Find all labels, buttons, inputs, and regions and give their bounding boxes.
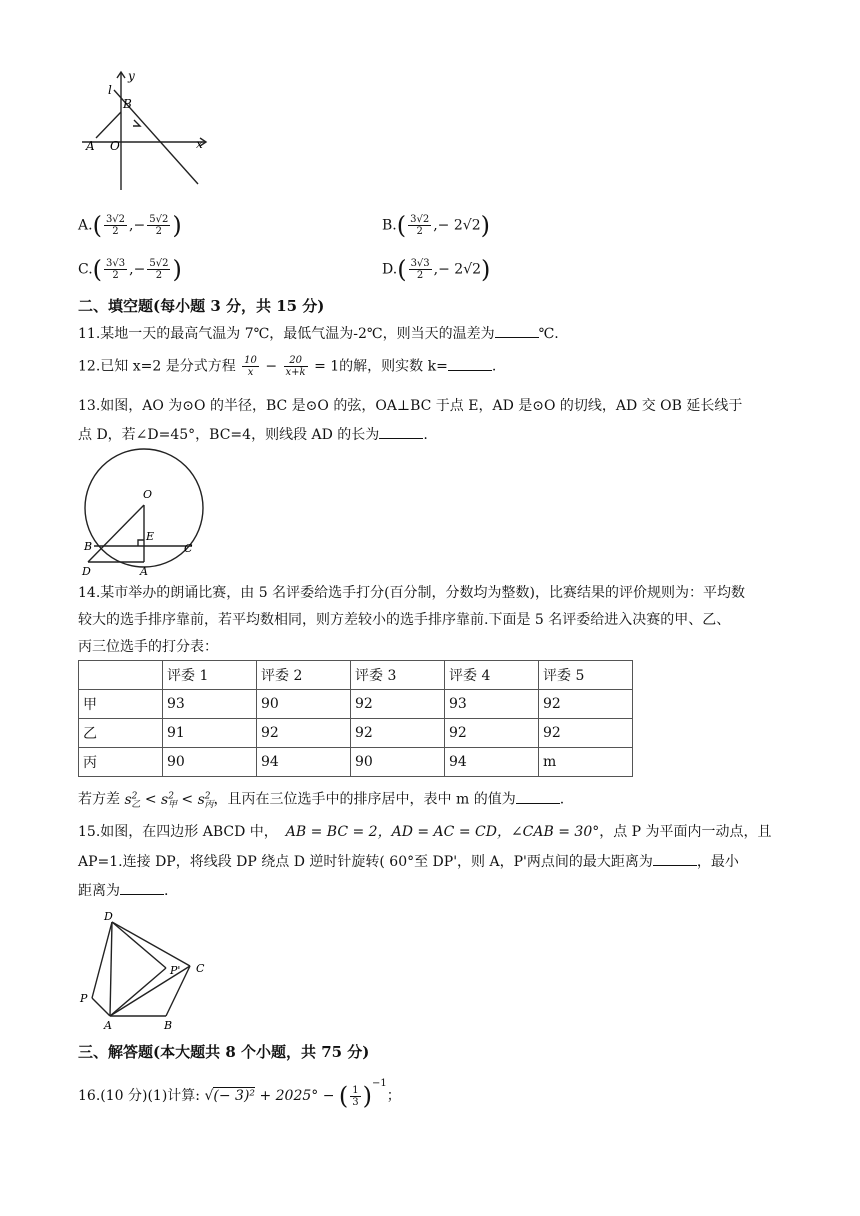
q15-text-b: ，点 P 为平面内一动点，且 xyxy=(599,824,772,840)
q16-text: 16.(10 分)(1)计算: xyxy=(78,1088,201,1104)
table-cell: 93 xyxy=(163,690,257,719)
fig15-label-P-prime: P' xyxy=(170,964,181,977)
fig13-label-O: O xyxy=(143,488,153,501)
table-cell: 94 xyxy=(257,748,351,777)
table-cell: 92 xyxy=(539,690,633,719)
q15-figure xyxy=(78,908,218,1033)
table-cell: 92 xyxy=(445,719,539,748)
fig15-label-P: P xyxy=(80,992,88,1005)
fig13-label-E: E xyxy=(146,530,155,543)
variance-yi: $s^2_乙$ xyxy=(124,791,141,811)
q15-blank-max[interactable] xyxy=(653,851,697,866)
table-header-row xyxy=(79,661,633,690)
q12-text-b: 的解，则实数 k= xyxy=(339,358,448,375)
fig10-label-B: B xyxy=(123,97,132,111)
option-A-sep: ,− xyxy=(129,217,146,234)
table-cell: 92 xyxy=(539,719,633,748)
section2-heading: 二、填空题(每小题 3 分，共 15 分) xyxy=(78,297,325,315)
option-B-frac1: $\frac{3√2}{2}$ xyxy=(410,214,430,237)
q15-math: AB = BC = 2，AD = AC = CD，∠CAB = 30° xyxy=(285,824,600,840)
q13-line2-text: 点 D，若∠D=45°，BC=4，则线段 AD 的长为 xyxy=(78,427,380,443)
fig13-label-D: D xyxy=(82,565,91,578)
q13-line2 xyxy=(78,424,428,445)
table-header-cell: 评委 3 xyxy=(351,661,445,690)
sqrt-symbol: √ xyxy=(204,1088,214,1104)
variance-bing: $s^2_丙$ xyxy=(197,791,214,811)
table-header-cell: 评委 2 xyxy=(257,661,351,690)
option-D-tail: ,− 2√2 xyxy=(433,261,482,278)
q15-line2 xyxy=(78,851,739,872)
table-cell: m xyxy=(539,748,633,777)
q15-end: . xyxy=(164,883,169,899)
table-cell: 93 xyxy=(445,690,539,719)
q14-cond-prefix: 若方差 xyxy=(78,791,120,808)
table-cell: 92 xyxy=(351,719,445,748)
table-row xyxy=(79,748,633,777)
question-11 xyxy=(78,323,559,344)
q14-blank[interactable] xyxy=(516,789,560,804)
table-cell: 92 xyxy=(257,719,351,748)
q16-plus-term: + 2025° − xyxy=(259,1088,335,1104)
table-cell: 乙 xyxy=(79,719,163,748)
q13-figure xyxy=(78,448,218,578)
q15-blank-min[interactable] xyxy=(120,880,164,895)
q14-line3: 丙三位选手的打分表： xyxy=(78,639,218,655)
fig10-label-O: O xyxy=(110,139,120,153)
section3-heading: 三、解答题(本大题共 8 个小题，共 75 分) xyxy=(78,1043,370,1061)
q12-frac2: $\frac{20}{x+k}$ xyxy=(285,355,306,378)
q13-line1: 13.如图，AO 为⊙O 的半径，BC 是⊙O 的弦，OA⊥BC 于点 E，AD 是⊙O 的切线，AD 交 OB 延长线于 xyxy=(78,398,743,414)
table-cell: 90 xyxy=(351,748,445,777)
table-cell: 90 xyxy=(163,748,257,777)
q12-minus: − xyxy=(265,358,278,375)
q15-line1 xyxy=(78,822,772,842)
q12-text-a: 12.已知 x=2 是分式方程 xyxy=(78,358,236,375)
q15-line2-text: AP=1.连接 DP，将线段 DP 绕点 D 逆时针旋转( 60°至 DP'，则 A，P'两点间的最大距离为 xyxy=(78,854,653,870)
fig15-label-D: D xyxy=(104,910,113,923)
option-C-prefix: C. xyxy=(78,261,93,278)
q12-end: . xyxy=(491,358,497,375)
q14-line1: 14.某市举办的朗诵比赛，由 5 名评委给选手打分(百分制，分数均为整数)，比赛结果的评价规则为：平均数 xyxy=(78,585,745,601)
option-B-tail: ,− 2√2 xyxy=(433,217,481,234)
table-header-cell: 评委 4 xyxy=(445,661,539,690)
variance-jia: $s^2_甲$ xyxy=(161,791,177,811)
q16-fraction: $\frac{1}{3}$ xyxy=(352,1084,359,1108)
option-D-prefix: D. xyxy=(382,261,398,278)
q11-blank[interactable] xyxy=(495,323,539,338)
fig15-label-B: B xyxy=(164,1019,173,1032)
option-C-sep: ,− xyxy=(129,261,146,278)
q12-blank[interactable] xyxy=(448,356,492,371)
fig13-label-C: C xyxy=(184,542,193,555)
table-header-cell: 评委 5 xyxy=(539,661,633,690)
table-header-cell xyxy=(79,661,163,690)
q14-end: . xyxy=(559,791,565,808)
q14-cond-suffix: ，且丙在三位选手中的排序居中，表中 m 的值为 xyxy=(213,791,516,808)
option-A: A.( $\frac{3√2}{2}$ ,− $\frac{5√2}{2}$ ) xyxy=(78,211,182,240)
option-A-frac1: $\frac{3√2}{2}$ xyxy=(105,214,126,237)
table-cell: 91 xyxy=(163,719,257,748)
q16-end: ； xyxy=(386,1088,401,1104)
fig13-label-A: A xyxy=(140,565,148,578)
q11-text: 11.某地一天的最高气温为 7℃，最低气温为-2℃，则当天的温差为 xyxy=(78,326,495,342)
fig10-label-l: l xyxy=(108,83,112,97)
q13-end: . xyxy=(423,427,428,443)
table-cell: 92 xyxy=(351,690,445,719)
fig10-label-y: y xyxy=(128,69,135,83)
option-A-frac2: $\frac{5√2}{2}$ xyxy=(149,214,169,237)
q15-line3-text: 距离为 xyxy=(78,883,120,899)
option-D: D.( $\frac{3√3}{2}$ ,− 2√2) xyxy=(382,255,491,284)
option-C: C.( $\frac{3√3}{2}$ ,− $\frac{5√2}{2}$ ) xyxy=(78,255,182,284)
option-A-prefix: A. xyxy=(78,217,93,234)
q15-text-a: 15.如图，在四边形 ABCD 中， xyxy=(78,824,278,840)
table-cell: 90 xyxy=(257,690,351,719)
table-cell: 丙 xyxy=(79,748,163,777)
fig10-label-A: A xyxy=(86,139,95,153)
question-16: 16.(10 分)(1)计算: √(− 3)² + 2025° − ( $\frac{1}{3}$ )$^{-1}$； xyxy=(78,1078,401,1110)
q16-radicand: (− 3)² xyxy=(213,1088,256,1104)
q11-end: ℃. xyxy=(538,326,559,342)
option-D-frac1: $\frac{3√3}{2}$ xyxy=(410,258,430,281)
q14-line2: 较大的选手排序靠前，若平均数相同，则方差较小的选手排序靠前.下面是 5 名评委给进入决赛的甲、乙、 xyxy=(78,612,731,628)
score-table xyxy=(78,660,633,777)
fig13-label-B: B xyxy=(84,540,93,553)
fig10-label-x: x xyxy=(196,137,203,151)
q15-line3 xyxy=(78,880,168,901)
table-header-cell: 评委 1 xyxy=(163,661,257,690)
table-row xyxy=(79,719,633,748)
q14-lt1: < xyxy=(144,791,157,808)
q15-line2-tail: ，最小 xyxy=(696,854,739,870)
option-B-prefix: B. xyxy=(382,217,397,234)
q16-exponent: −1 xyxy=(372,1078,387,1089)
option-C-frac1: $\frac{3√3}{2}$ xyxy=(106,258,126,281)
q14-lt2: < xyxy=(181,791,194,808)
fig15-label-A: A xyxy=(104,1019,112,1032)
q14-condition xyxy=(78,786,564,815)
table-row xyxy=(79,690,633,719)
q12-eq: = 1 xyxy=(314,358,340,375)
q10-figure xyxy=(78,68,218,198)
option-C-frac2: $\frac{5√2}{2}$ xyxy=(149,258,169,281)
table-cell: 94 xyxy=(445,748,539,777)
question-12 xyxy=(78,355,496,378)
fig15-label-C: C xyxy=(196,962,205,975)
table-cell: 甲 xyxy=(79,690,163,719)
q13-blank[interactable] xyxy=(379,424,423,439)
option-B: B.( $\frac{3√2}{2}$ ,− 2√2) xyxy=(382,211,490,240)
q12-frac1: $\frac{10}{x}$ xyxy=(244,355,257,378)
